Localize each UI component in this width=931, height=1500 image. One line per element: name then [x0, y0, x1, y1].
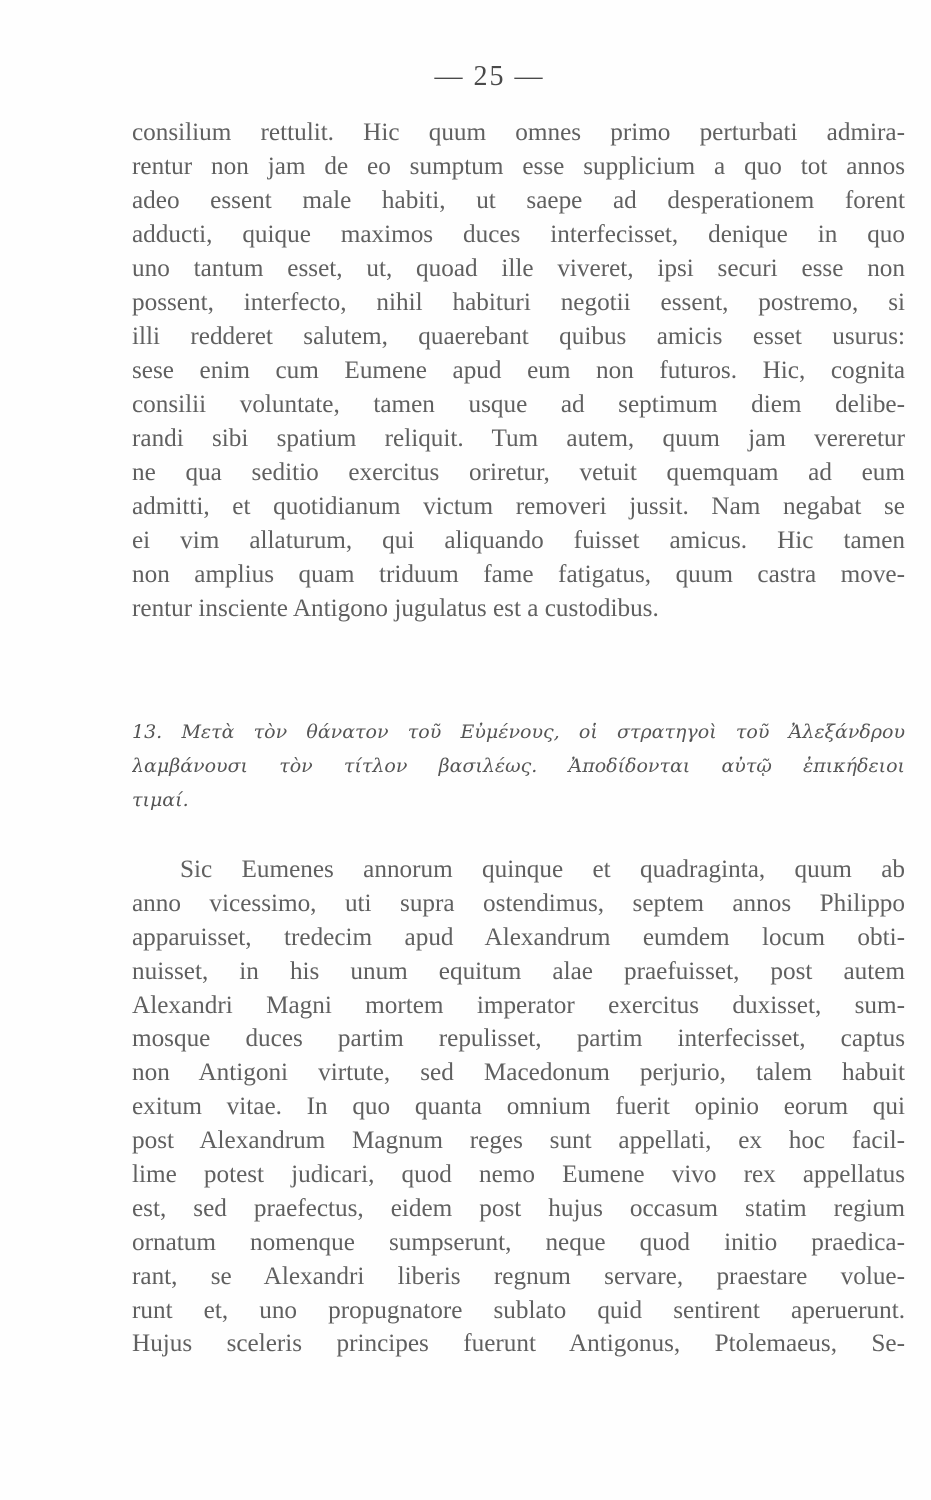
text-line: ei vim allaturum, qui aliquando fuisset amicus. Hic tamen: [132, 527, 905, 554]
text-line: Sic Eumenes annorum quinque et quadraginta, quum ab: [180, 856, 905, 883]
text-line: mosque duces partim repulisset, partim interfecisset, captus: [132, 1025, 905, 1053]
text-line: consilium rettulit. Hic quum omnes primo perturbati admira-: [132, 119, 905, 146]
text-line: uno tantum esset, ut, quoad ille viveret, ipsi securi esse non: [132, 255, 905, 282]
text-line: anno vicessimo, uti supra ostendimus, septem annos Philippo: [132, 889, 905, 917]
text-line: rentur non jam de eo sumptum esse supplicium a quo tot annos: [132, 153, 905, 180]
text-line: non amplius quam triduum fame fatigatus, quum castra move-: [132, 561, 905, 588]
heading-line: λαμβάνουσι τὸν τίτλον βασιλέως. Ἀποδίδονται αὐτῷ ἐπικήδειοι: [132, 755, 905, 777]
text-line: runt et, uno propugnatore sublato quid sentirent aperuerunt.: [132, 1296, 905, 1324]
text-line: lime potest judicari, quod nemo Eumene vivo rex appellatus: [132, 1161, 905, 1189]
text-line: adducti, quique maximos duces interfecisset, denique in quo: [132, 221, 905, 248]
text-line: est, sed praefectus, eidem post hujus occasum statim regium: [132, 1194, 905, 1222]
text-line: rentur insciente Antigono jugulatus est a custodibus.: [132, 595, 659, 622]
text-line: randi sibi spatium reliquit. Tum autem, quum jam vereretur: [132, 425, 905, 452]
text-line: consilii voluntate, tamen usque ad septimum diem delibe-: [132, 391, 905, 418]
text-line: illi redderet salutem, quaerebant quibus amicis esset usurus:: [132, 323, 905, 350]
text-line: Hujus sceleris principes fuerunt Antigonus, Ptolemaeus, Se-: [132, 1330, 905, 1358]
text-line: exitum vitae. In quo quanta omnium fuerit opinio eorum qui: [132, 1093, 905, 1121]
text-line: rant, se Alexandri liberis regnum servare, praestare volue-: [132, 1262, 905, 1290]
text-line: admitti, et quotidianum victum removeri jussit. Nam negabat se: [132, 493, 905, 520]
text-line: ornatum nomenque sumpserunt, neque quod initio praedica-: [132, 1228, 905, 1256]
text-line: sese enim cum Eumene apud eum non futuros. Hic, cognita: [132, 357, 905, 384]
text-line: adeo essent male habiti, ut saepe ad desperationem forent: [132, 187, 905, 214]
page-number: — 25 —: [434, 61, 545, 92]
heading-line: τιμαί.: [132, 789, 189, 811]
paragraph-1: [132, 116, 905, 626]
text-line: apparuisset, tredecim apud Alexandrum eumdem locum obti-: [132, 923, 905, 951]
paragraph-2: [132, 853, 905, 1361]
text-line: possent, interfecto, nihil habituri negotii essent, postremo, si: [132, 289, 905, 316]
section-heading: [132, 715, 905, 817]
text-line: post Alexandrum Magnum reges sunt appellati, ex hoc facil-: [132, 1127, 905, 1155]
text-line: nuisset, in his unum equitum alae praefuisset, post autem: [132, 957, 905, 985]
text-line: non Antigoni virtute, sed Macedonum perjurio, talem habuit: [132, 1059, 905, 1087]
text-line: Alexandri Magni mortem imperator exercitus duxisset, sum-: [132, 991, 905, 1019]
text-line: ne qua seditio exercitus oriretur, vetuit quemquam ad eum: [132, 459, 905, 486]
heading-line: 13. Μετὰ τὸν θάνατον τοῦ Εὐμένους, οἱ στρατηγοὶ τοῦ Ἀλεξάνδρου: [132, 721, 905, 743]
